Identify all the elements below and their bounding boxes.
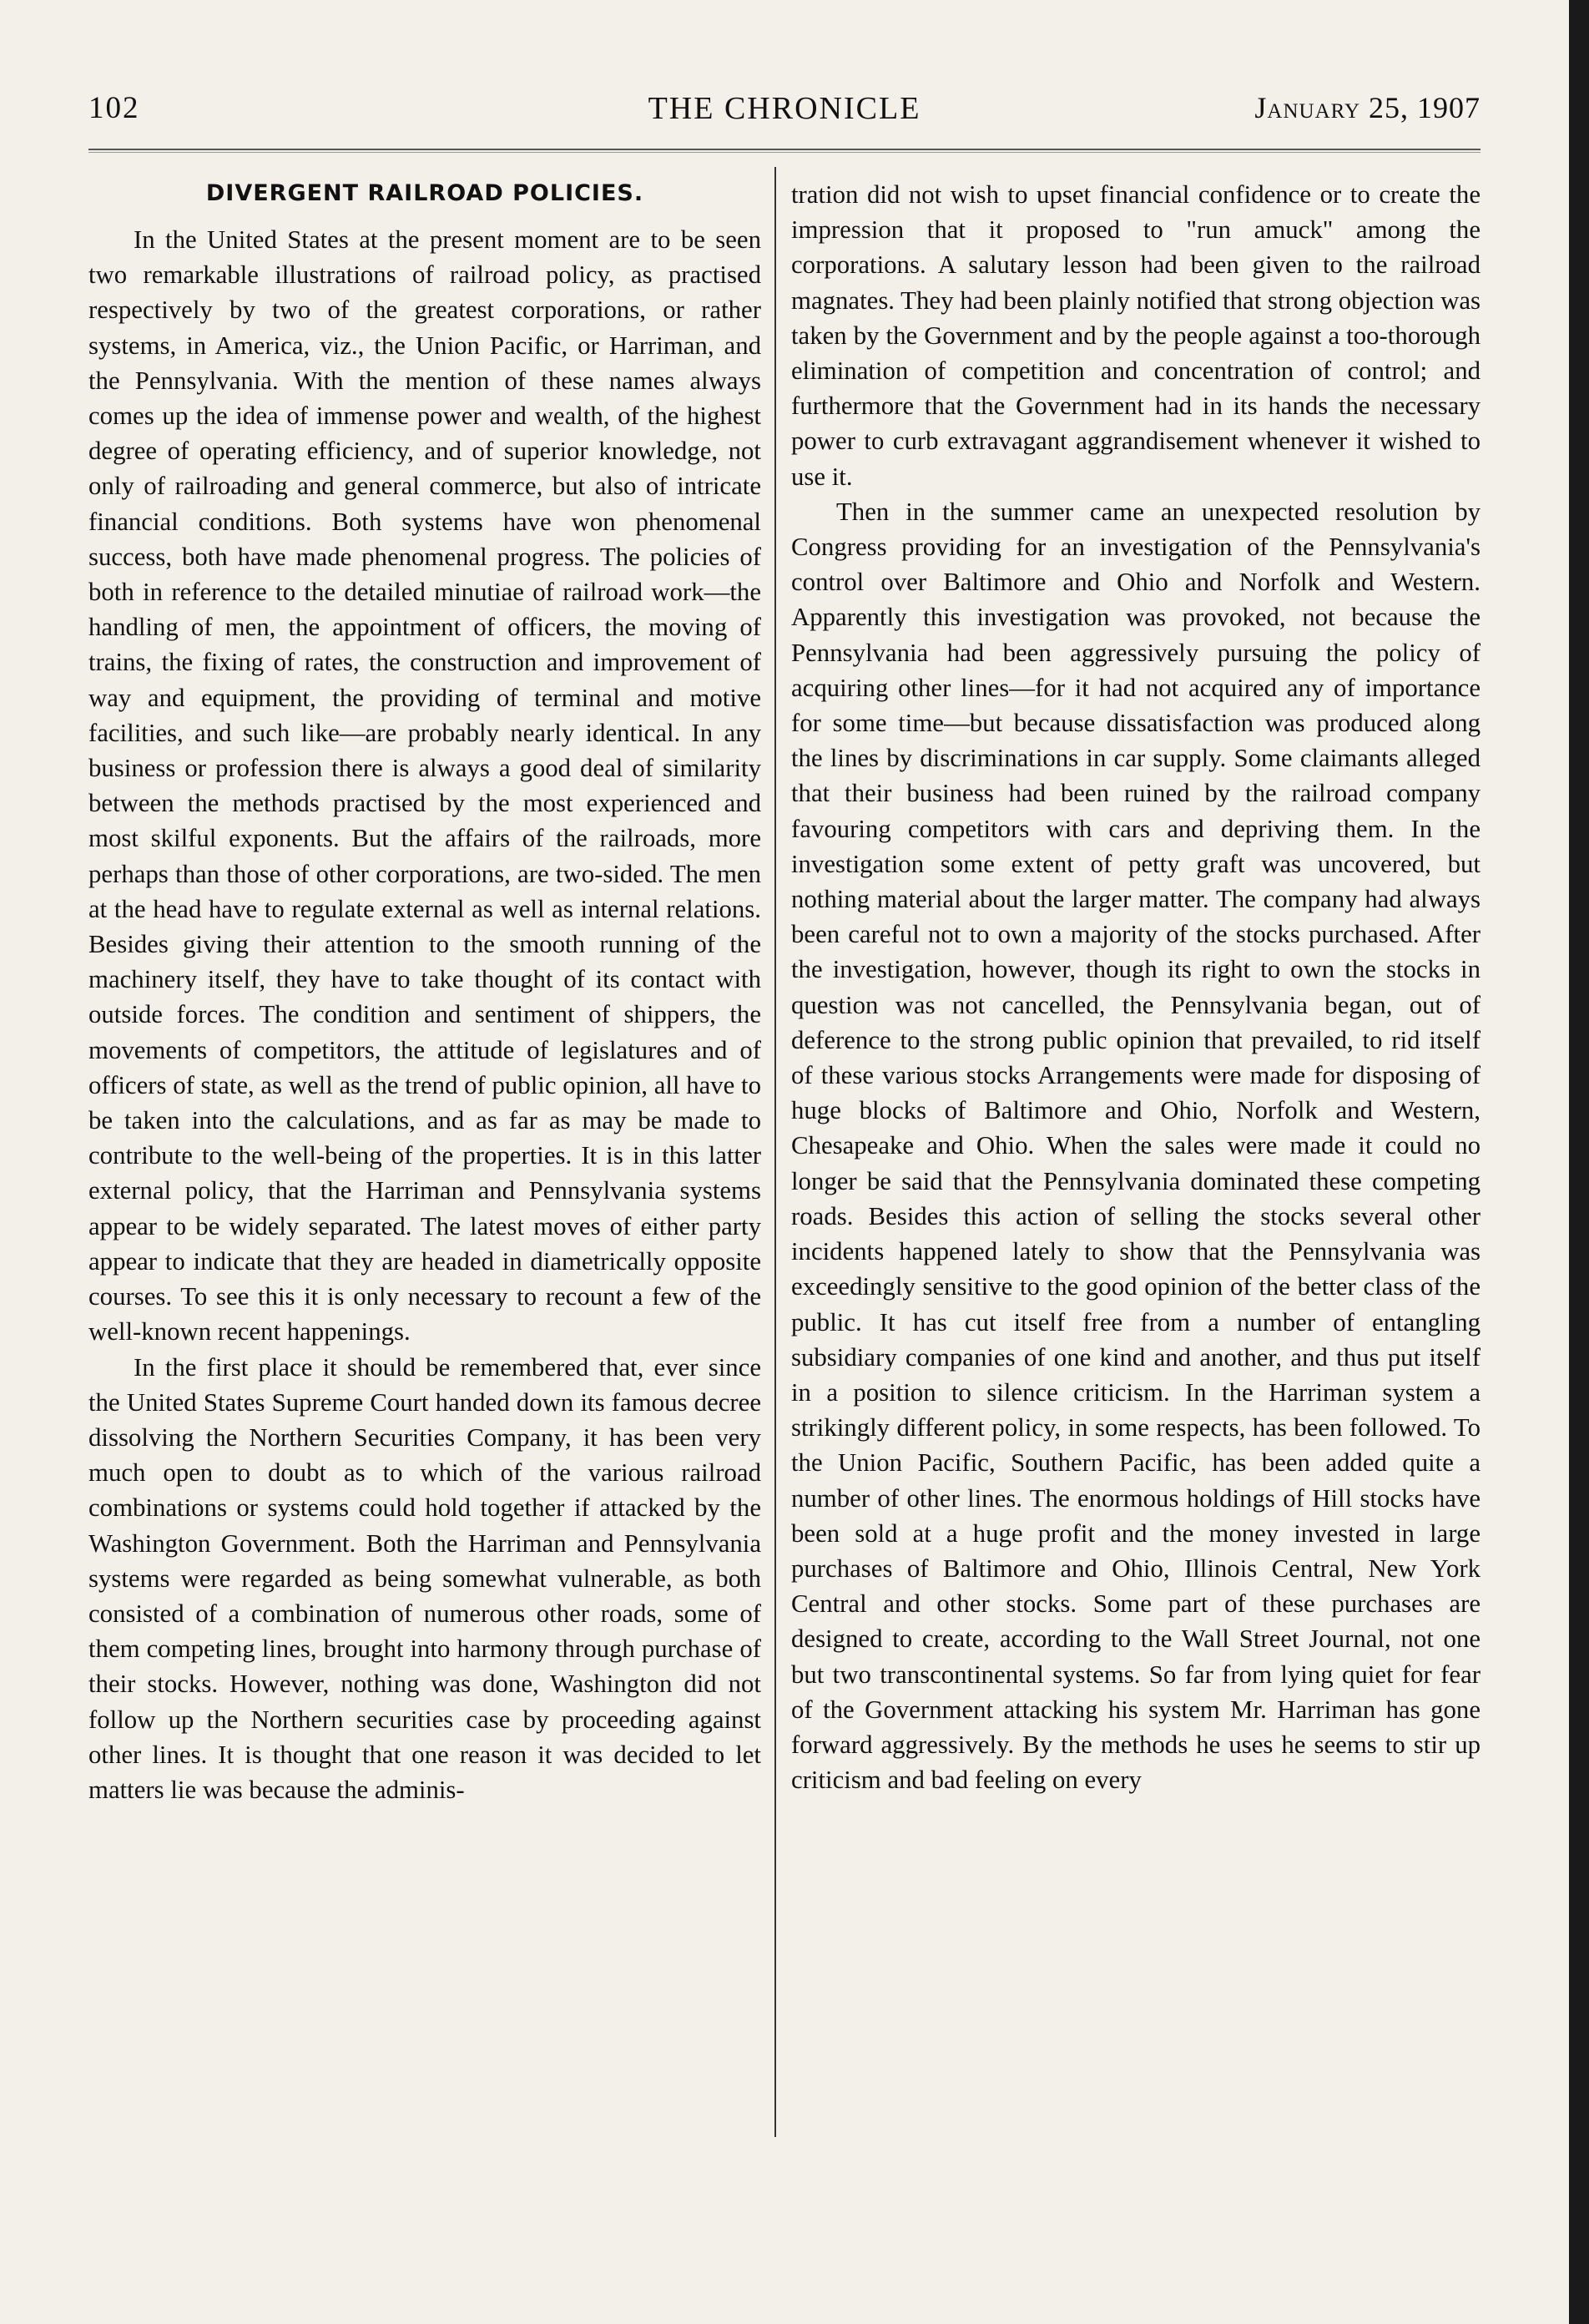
left-column: [88, 177, 761, 1807]
paragraph: Then in the summer came an unexpected resolution by Congress providing for an investigation of the Pennsylvania's control over Baltimore and Ohio and Norfolk and Western. Apparently this investigation was provoked, not because the Pennsylvania had been aggressively pursuing the policy of acquiring other lines—for it had not acquired any of importance for some time—but because dissatisfaction was produced along the lines by discriminations in car supply. Some claimants alleged that their business had been ruined by the railroad company favouring competitors with cars and depriving them. In the investigation some extent of petty graft was uncovered, but nothing material about the larger matter. The company had always been careful not to own a majority of the stocks purchased. After the investigation, however, though its right to own the stocks in question was not cancelled, the Pennsylvania began, out of deference to the strong public opinion that prevailed, to rid itself of these various stocks Arrangements were made for disposing of huge blocks of Baltimore and Ohio, Norfolk and Western, Chesapeake and Ohio. When the sales were made it could no longer be said that the Pennsylvania dominated these competing roads. Besides this action of selling the stocks several other incidents happened lately to show that the Pennsylvania was exceedingly sensitive to the good opinion of the better class of the public. It has cut itself free from a number of entangling subsidiary companies of one kind and another, and thus put itself in a position to silence criticism. In the Harriman system a strikingly different policy, in some respects, has been followed. To the Union Pacific, Southern Pacific, has been added quite a number of other lines. The enormous holdings of Hill stocks have been sold at a huge profit and the money invested in large purchases of Baltimore and Ohio, Illinois Central, New York Central and other stocks. Some part of these purchases are designed to create, according to the Wall Street Journal, not one but two transcontinental systems. So far from lying quiet for fear of the Government attacking his system Mr. Harriman has gone forward aggressively. By the methods he uses he seems to stir up criticism and bad feeling on every: [791, 497, 1481, 1795]
page-number: 102: [88, 91, 140, 125]
header-rule: [88, 149, 1481, 150]
column-divider: [774, 167, 776, 2137]
paragraph: tration did not wish to upset financial confidence or to create the impression that it proposed to "run amuck" among the corporations. A salutary lesson had been given to the railroad magnates. They had been plainly notified that strong objection was taken by the Government and by the people against a too-thorough elimination of competition and concentration of control; and furthermore that the Government had in its hands the necessary power to curb extravagant aggrandisement whenever it wished to use it.: [791, 180, 1481, 491]
issue-date: January 25, 1907: [1254, 91, 1481, 124]
masthead: THE CHRONICLE: [648, 91, 921, 126]
right-column: [791, 177, 1481, 1797]
page-header: [88, 90, 1481, 140]
header-rule-thin: [88, 152, 1481, 153]
article-title: DIVERGENT RAILROAD POLICIES.: [205, 180, 644, 206]
paragraph: In the United States at the present moment are to be seen two remarkable illustrations of railroad policy, as practised respectively by two of the greatest corporations, or rather systems, in America, viz., the Union Pacific, or Harriman, and the Pennsylvania. With the mention of these names always comes up the idea of immense power and wealth, of the highest degree of operating efficiency, and of superior knowledge, not only of railroading and general commerce, but also of intricate financial conditions. Both systems have won phenomenal success, both have made phenomenal progress. The policies of both in reference to the detailed minutiae of railroad work—the handling of men, the appointment of officers, the moving of trains, the fixing of rates, the construction and improvement of way and equipment, the providing of terminal and motive facilities, and such like—are probably nearly identical. In any business or profession there is always a good deal of similarity between the methods practised by the most experienced and most skilful exponents. But the affairs of the railroads, more perhaps than those of other corporations, are two-sided. The men at the head have to regulate external as well as internal relations. Besides giving their attention to the smooth running of the machinery itself, they have to take thought of its contact with outside forces. The condition and sentiment of shippers, the movements of competitors, the attitude of legislatures and of officers of state, as well as the trend of public opinion, all have to be taken into the calculations, and as far as may be made to contribute to the well-being of the properties. It is in this latter external policy, that the Harriman and Pennsylvania systems appear to be widely separated. The latest moves of either party appear to indicate that they are headed in diametrically opposite courses. To see this it is only necessary to recount a few of the well-known recent happenings.: [88, 225, 761, 1346]
paragraph: In the first place it should be remembered that, ever since the United States Supreme Court handed down its famous decree dissolving the Northern Securities Company, it has been very much open to doubt as to which of the various railroad combinations or systems could hold together if attacked by the Washington Government. Both the Harriman and Pennsylvania systems were regarded as being somewhat vulnerable, as both consisted of a combination of numerous other roads, some of them competing lines, brought into harmony through purchase of their stocks. However, nothing was done, Washington did not follow up the Northern securities case by proceeding against other lines. It is thought that one reason it was decided to let matters lie was because the adminis-: [88, 1352, 761, 1804]
